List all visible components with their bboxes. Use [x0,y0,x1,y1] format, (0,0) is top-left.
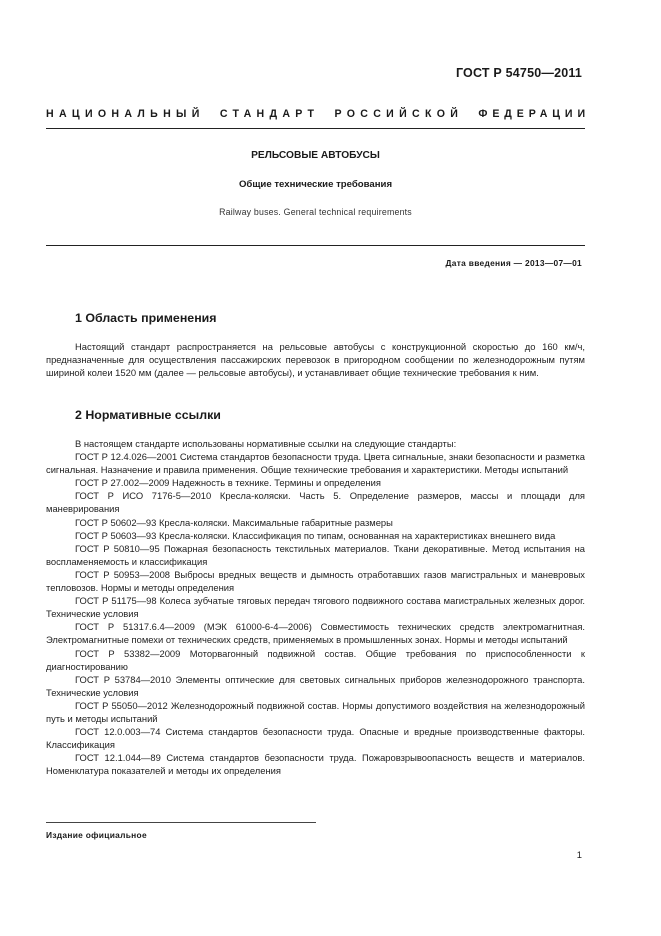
document-subtitle: Общие технические требования [238,179,393,190]
top-divider [46,128,585,129]
edition-note: Издание официальное [46,830,147,840]
section-1-paragraph: Настоящий стандарт распространяется на рельсовые автобусы с конструкционной скоростью до 160 км/ч, предназначенные для осуществления пассажирских перевозок в пригородном сообщении по железнодорожным путям шириной колеи 1520 мм (далее — рельсовые автобусы), и устанавливает общие технические требования к ним. [46,341,585,379]
reference-item: ГОСТ Р 51317.6.4—2009 (МЭК 61000-6-4—2006) Совместимость технических средств электромагнитная. Электромагнитные помехи от технических средств, применяемых в промышленных зонах. Нормы и методы испытаний [46,621,585,646]
reference-item: ГОСТ Р 55050—2012 Железнодорожный подвижной состав. Нормы допустимого воздействия на железнодорожный путь и методы испытаний [46,699,585,724]
references-intro: В настоящем стандарте использованы нормативные ссылки на следующие стандарты: [75,438,457,449]
title-divider [46,245,585,246]
reference-item: ГОСТ Р 50603—93 Кресла-коляски. Классификация по типам, основанная на характеристиках внешнего вида [75,529,556,541]
introduction-date: Дата введения — 2013—07—01 [445,258,582,268]
banner-word-1: НАЦИОНАЛЬНЫЙ [46,108,205,120]
national-standard-banner [46,108,590,120]
reference-item: ГОСТ 12.0.003—74 Система стандартов безопасности труда. Опасные и вредные производственные факторы. Классификация [46,726,585,751]
document-title: РЕЛЬСОВЫЕ АВТОБУСЫ [251,150,380,161]
reference-item: ГОСТ Р 50953—2008 Выбросы вредных веществ и дымность отработавших газов магистральных и маневровых тепловозов. Нормы и методы определения [46,568,585,594]
reference-item: ГОСТ Р 50810—95 Пожарная безопасность текстильных материалов. Ткани декоративные. Метод испытания на воспламеняемость и классификация [46,542,585,567]
reference-item: ГОСТ Р 53784—2010 Элементы оптические для световых сигнальных приборов железнодорожного транспорта. Технические условия [46,673,585,698]
reference-item: ГОСТ Р 51175—98 Колеса зубчатые тяговых передач тягового подвижного состава магистральных железных дорог. Технические условия [46,595,585,620]
banner-word-2: СТАНДАРТ [219,108,320,120]
reference-item: ГОСТ Р 12.4.026—2001 Система стандартов безопасности труда. Цвета сигнальные, знаки безопасности и разметка сигнальная. Назначение и правила применения. Общие технические требования и характеристики. Методы испытаний [46,451,585,476]
document-code: ГОСТ Р 54750—2011 [455,66,582,80]
reference-item: ГОСТ Р 50602—93 Кресла-коляски. Максимальные габаритные размеры [75,516,393,528]
english-title: Railway buses. General technical requirements [219,207,412,217]
references-list [46,437,585,777]
banner-word-4: ФЕДЕРАЦИИ [478,108,590,120]
section-1-heading: 1 Область применения [75,311,217,325]
reference-item: ГОСТ Р ИСО 7176-5—2010 Кресла-коляски. Часть 5. Определение размеров, массы и площади для маневрирования [46,490,585,515]
footer-divider [46,822,316,823]
banner-word-3: РОССИЙСКОЙ [334,108,464,120]
page-number: 1 [576,849,582,860]
reference-item: ГОСТ 12.1.044—89 Система стандартов безопасности труда. Пожаровзрывоопасность веществ и материалов. Номенклатура показателей и методы их определения [46,752,585,777]
section-1-text [46,340,585,379]
section-2-heading: 2 Нормативные ссылки [75,408,221,422]
reference-item: ГОСТ Р 53382—2009 Моторвагонный подвижной состав. Общие требования по приспособленности к диагностированию [46,647,585,672]
reference-item: ГОСТ Р 27.002—2009 Надежность в технике. Термины и определения [75,477,381,489]
